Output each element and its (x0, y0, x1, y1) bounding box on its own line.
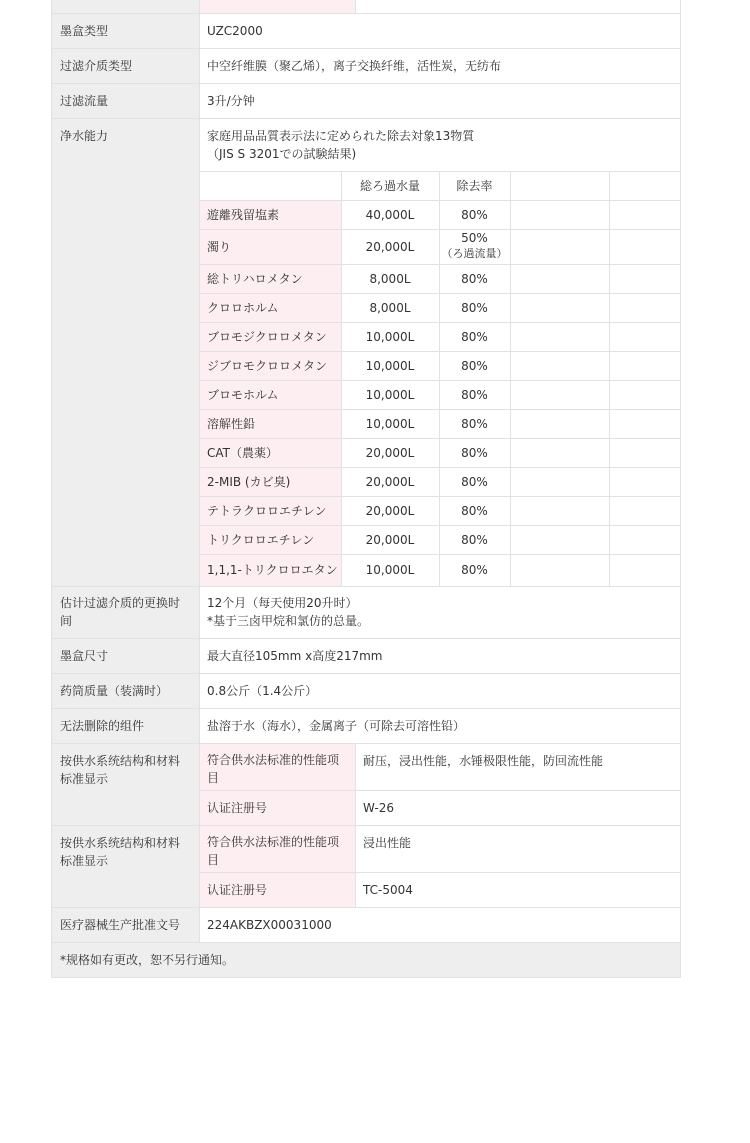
col-header-rate: 除去率 (456, 179, 493, 193)
cartridge-weight-value: 0.8公斤（1.4公斤） (207, 684, 318, 698)
non-removable-label: 无法删除的组件 (60, 719, 145, 733)
replacement-value-line2: *基于三卤甲烷和氯仿的总量。 (207, 614, 370, 628)
standards-1-reg-value: W-26 (363, 801, 394, 815)
standards-1-perf-label-line1: 符合供水法标准的性能项 (207, 753, 340, 767)
total-filtration-volume: 20,000L (365, 504, 415, 518)
substance-name: ブロモホルム (207, 388, 279, 402)
medical-approval-label: 医疗器械生产批准文号 (60, 918, 181, 932)
filter-flow-label: 过滤流量 (60, 94, 109, 108)
replacement-label-line2: 间 (60, 614, 73, 628)
substance-name: 総トリハロメタン (207, 272, 303, 286)
cartridge-size-value: 最大直径105mm x高度217mm (207, 649, 383, 663)
substance-name: トリクロロエチレン (207, 533, 315, 547)
removal-rate: 80% (461, 417, 488, 431)
medical-approval-value: 224AKBZX00031000 (207, 918, 332, 932)
substance-name: 1,1,1-トリクロロエタン (207, 563, 338, 577)
substance-name: ジブロモクロロメタン (207, 359, 328, 373)
cartridge-weight-label: 药筒质量（装满时） (60, 684, 169, 698)
substance-name: 遊離残留塩素 (207, 208, 280, 222)
substance-name: CAT（農薬） (207, 446, 278, 460)
total-filtration-volume: 8,000L (369, 301, 411, 315)
removal-rate: 80% (461, 475, 488, 489)
col-header-volume: 総ろ過水量 (359, 179, 420, 193)
substance-name: 溶解性鉛 (207, 417, 256, 431)
substance-name: 2-MIB (カビ臭) (207, 475, 291, 489)
substance-name: 濁り (207, 240, 232, 254)
footnote: *规格如有更改，恕不另行通知。 (60, 953, 235, 967)
cartridge-size-label: 墨盒尺寸 (60, 649, 109, 663)
removal-rate: 80% (461, 208, 488, 222)
substance-name: テトラクロロエチレン (207, 504, 327, 518)
total-filtration-volume: 20,000L (365, 240, 415, 254)
filter-media-type-value: 中空纤维膜（聚乙烯），离子交换纤维，活性炭，无纺布 (207, 59, 502, 73)
substance-name: ブロモジクロロメタン (207, 330, 327, 344)
standards-2-perf-value: 浸出性能 (363, 836, 412, 850)
total-filtration-volume: 20,000L (365, 533, 415, 547)
removal-rate: 80% (461, 388, 488, 402)
removal-rate: 80% (461, 301, 488, 315)
removal-rate: 80% (461, 272, 488, 286)
standards-2-label-line1: 按供水系统结构和材料 (60, 836, 181, 850)
filter-media-type-label: 过滤介质类型 (60, 59, 133, 73)
removal-rate: 80% (461, 359, 488, 373)
non-removable-value: 盐溶于水（海水），金属离子（可除去可溶性铅） (207, 719, 466, 733)
purification-note-line2: （JIS S 3201での試験結果) (207, 147, 357, 161)
cartridge-type-label: 墨盒类型 (60, 24, 109, 38)
total-filtration-volume: 20,000L (365, 446, 415, 460)
total-filtration-volume: 10,000L (365, 330, 415, 344)
standards-2-reg-value: TC-5004 (363, 883, 413, 897)
purification-note-line1: 家庭用品品質表示法に定められた除去対象13物質 (207, 129, 475, 143)
total-filtration-volume: 10,000L (365, 417, 415, 431)
standards-1-label-line2: 标准显示 (60, 772, 109, 786)
removal-rate: 80% (461, 533, 488, 547)
standards-1-reg-label: 认证注册号 (207, 801, 268, 815)
total-filtration-volume: 10,000L (365, 388, 415, 402)
purification-label: 净水能力 (60, 129, 109, 143)
top-cut-pink-cell (199, 0, 355, 13)
filter-flow-value: 3升/分钟 (207, 94, 255, 108)
standards-2-perf-label-line2: 目 (207, 853, 220, 867)
standards-1-perf-label-line2: 目 (207, 771, 220, 785)
removal-rate: 80% (461, 504, 488, 518)
removal-rate: 80% (461, 563, 488, 577)
removal-rate: 50% (461, 231, 488, 245)
cartridge-type-value: UZC2000 (207, 24, 263, 38)
standards-2-reg-label: 认证注册号 (207, 883, 268, 897)
total-filtration-volume: 20,000L (365, 475, 415, 489)
removal-rate-note: （ろ過流量） (441, 247, 508, 260)
standards-1-label-line1: 按供水系统结构和材料 (60, 754, 181, 768)
standards-2-perf-label-line1: 符合供水法标准的性能项 (207, 835, 340, 849)
total-filtration-volume: 8,000L (369, 272, 411, 286)
total-filtration-volume: 10,000L (365, 563, 415, 577)
standards-1-perf-value: 耐压，浸出性能，水锤极限性能，防回流性能 (363, 754, 604, 768)
removal-rate: 80% (461, 446, 488, 460)
substance-name: クロロホルム (207, 301, 279, 315)
replacement-value-line1: 12个月（每天使用20升时） (207, 596, 358, 610)
standards-2-label-line2: 标准显示 (60, 854, 109, 868)
removal-rate: 80% (461, 330, 488, 344)
total-filtration-volume: 10,000L (365, 359, 415, 373)
replacement-label-line1: 估计过滤介质的更换时 (60, 596, 181, 610)
total-filtration-volume: 40,000L (365, 208, 415, 222)
